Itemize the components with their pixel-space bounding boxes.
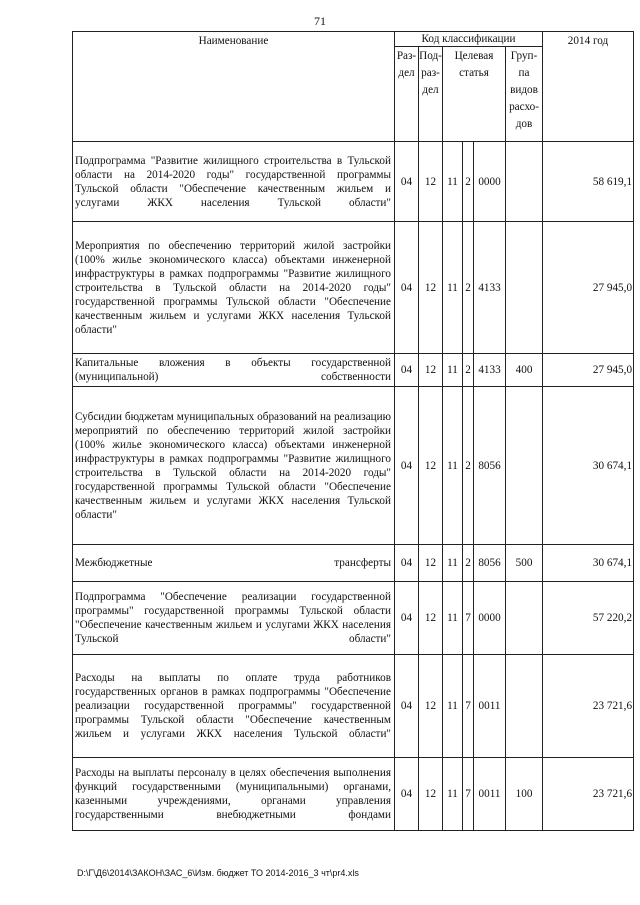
target-article-program-cell: 11	[443, 354, 463, 387]
expense-type-cell	[506, 222, 543, 354]
expense-type-cell	[506, 142, 543, 222]
target-article-subprogram-cell: 2	[463, 354, 474, 387]
expense-type-cell: 400	[506, 354, 543, 387]
razdel-cell: 04	[395, 142, 419, 222]
expense-type-cell	[506, 387, 543, 545]
amount-cell: 23 721,6	[543, 655, 634, 758]
header-gruppa: Груп-па видов расхо-дов	[506, 47, 543, 142]
row-name: Капитальные вложения в объекты государственной (муниципальной) собственности	[73, 354, 395, 387]
razdel-cell: 04	[395, 758, 419, 831]
target-article-program-cell: 11	[443, 758, 463, 831]
row-name: Расходы на выплаты по оплате труда работников государственных органов в рамках подпрограммы "Обеспечение реализации государственной программы" государственной программы Тульской области "Обеспечение качественным жильем и услугами ЖКХ населения Тульской области"	[73, 655, 395, 758]
page-number: 71	[314, 14, 326, 28]
razdel-cell: 04	[395, 655, 419, 758]
table-row	[73, 655, 634, 758]
target-article-direction-cell: 0011	[474, 758, 506, 831]
table-row	[73, 545, 634, 582]
amount-cell: 23 721,6	[543, 758, 634, 831]
razdel-cell: 04	[395, 387, 419, 545]
row-name: Подпрограмма "Обеспечение реализации государственной программы" государственной программы Тульской области "Обеспечение качественным жильем и услугами ЖКХ населения Тульской области"	[73, 582, 395, 655]
row-name: Межбюджетные трансферты	[73, 545, 395, 582]
target-article-program-cell: 11	[443, 655, 463, 758]
podrazdel-cell: 12	[419, 387, 443, 545]
target-article-direction-cell: 0000	[474, 142, 506, 222]
table-row	[73, 582, 634, 655]
razdel-cell: 04	[395, 582, 419, 655]
amount-cell: 27 945,0	[543, 354, 634, 387]
header-year: 2014 год	[543, 32, 634, 142]
target-article-program-cell: 11	[443, 545, 463, 582]
target-article-program-cell: 11	[443, 387, 463, 545]
header-code-group: Код классификации	[395, 32, 543, 47]
amount-cell: 57 220,2	[543, 582, 634, 655]
podrazdel-cell: 12	[419, 354, 443, 387]
table-row	[73, 758, 634, 831]
row-name: Мероприятия по обеспечению территорий жилой застройки (100% жилье экономического класса) объектами инженерной инфраструктуры в рамках подпрограммы "Развитие жилищного строительства в Тульской области на 2014-2020 годы" государственной программы Тульской области "Обеспечение качественным жильем и услугами ЖКХ населения Тульской области"	[73, 222, 395, 354]
target-article-direction-cell: 4133	[474, 354, 506, 387]
target-article-direction-cell: 4133	[474, 222, 506, 354]
amount-cell: 30 674,1	[543, 387, 634, 545]
row-name: Субсидии бюджетам муниципальных образований на реализацию мероприятий по обеспечению территорий жилой застройки (100% жилье экономического класса) объектами инженерной инфраструктуры в рамках подпрограммы "Развитие жилищного строительства в Тульской области на 2014-2020 годы" государственной программы Тульской области "Обеспечение качественным жильем и услугами ЖКХ населения Тульской области"	[73, 387, 395, 545]
podrazdel-cell: 12	[419, 582, 443, 655]
table-row	[73, 222, 634, 354]
target-article-subprogram-cell: 7	[463, 582, 474, 655]
row-name: Расходы на выплаты персоналу в целях обеспечения выполнения функций государственными (муниципальными) органами, казенными учреждениями, органами управления государственными внебюджетными фондами	[73, 758, 395, 831]
header-razdel: Раз-дел	[395, 47, 419, 142]
target-article-program-cell: 11	[443, 582, 463, 655]
target-article-program-cell: 11	[443, 142, 463, 222]
file-path-footer: D:\Г\Д6\2014\ЗАКОН\ЗАС_6\Изм. бюджет ТО 2014-2016_3 чт\pr4.xls	[77, 868, 359, 878]
razdel-cell: 04	[395, 354, 419, 387]
header-podrazdel: Под-раз-дел	[419, 47, 443, 142]
table-row	[73, 354, 634, 387]
row-name: Подпрограмма "Развитие жилищного строительства в Тульской области на 2014-2020 годы" государственной программы Тульской области "Обеспечение качественным жильем и услугами ЖКХ населения Тульской области"	[73, 142, 395, 222]
expense-type-cell: 500	[506, 545, 543, 582]
target-article-direction-cell: 0011	[474, 655, 506, 758]
razdel-cell: 04	[395, 222, 419, 354]
podrazdel-cell: 12	[419, 142, 443, 222]
podrazdel-cell: 12	[419, 758, 443, 831]
header-celevaya: Целевая статья	[443, 47, 506, 142]
amount-cell: 58 619,1	[543, 142, 634, 222]
budget-table	[72, 31, 634, 831]
expense-type-cell: 100	[506, 758, 543, 831]
podrazdel-cell: 12	[419, 655, 443, 758]
target-article-direction-cell: 0000	[474, 582, 506, 655]
target-article-subprogram-cell: 7	[463, 655, 474, 758]
target-article-subprogram-cell: 2	[463, 387, 474, 545]
podrazdel-cell: 12	[419, 222, 443, 354]
target-article-subprogram-cell: 2	[463, 545, 474, 582]
podrazdel-cell: 12	[419, 545, 443, 582]
target-article-subprogram-cell: 7	[463, 758, 474, 831]
expense-type-cell	[506, 655, 543, 758]
amount-cell: 27 945,0	[543, 222, 634, 354]
target-article-subprogram-cell: 2	[463, 222, 474, 354]
table-row	[73, 142, 634, 222]
expense-type-cell	[506, 582, 543, 655]
target-article-subprogram-cell: 2	[463, 142, 474, 222]
target-article-direction-cell: 8056	[474, 387, 506, 545]
razdel-cell: 04	[395, 545, 419, 582]
table-row	[73, 387, 634, 545]
target-article-direction-cell: 8056	[474, 545, 506, 582]
amount-cell: 30 674,1	[543, 545, 634, 582]
header-name: Наименование	[73, 32, 395, 142]
target-article-program-cell: 11	[443, 222, 463, 354]
